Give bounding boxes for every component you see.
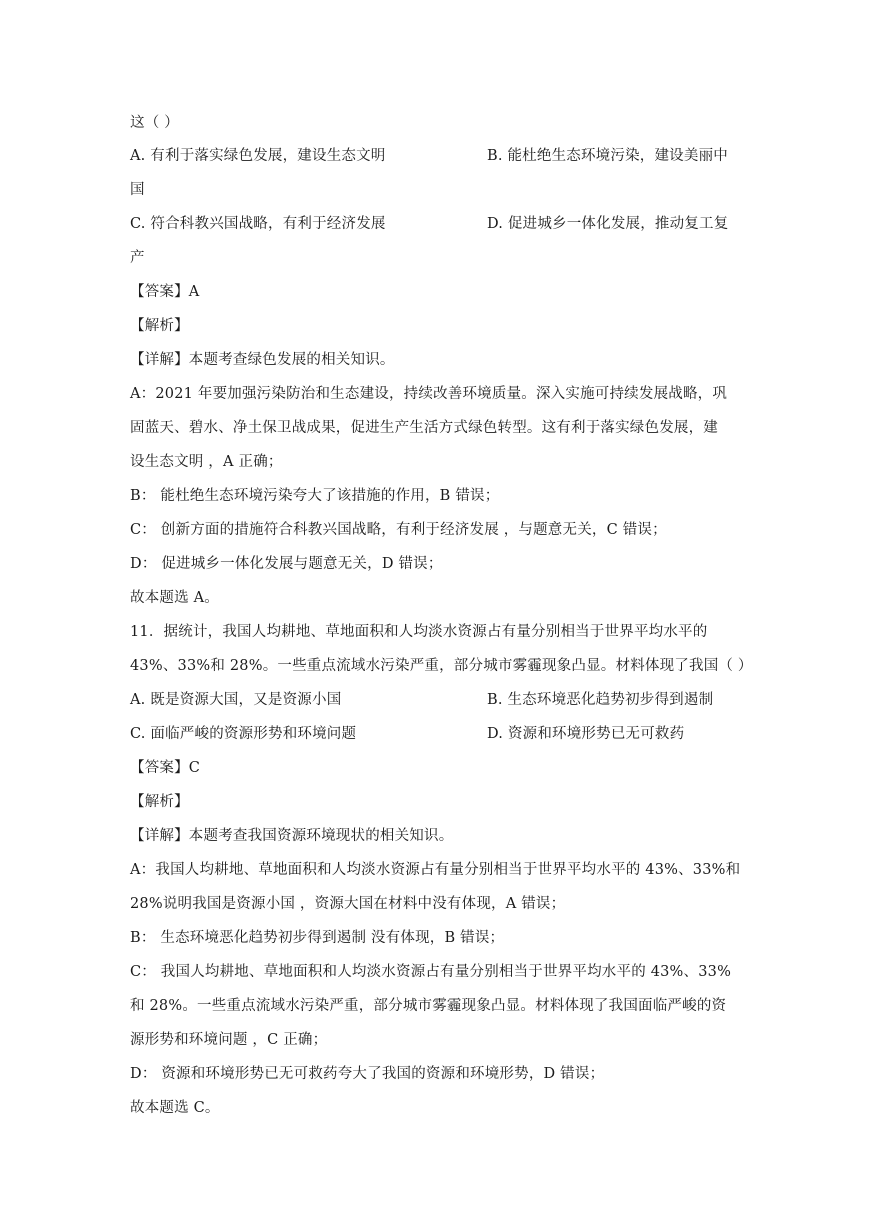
- q10-analysis-heading: 【解析】: [130, 318, 189, 334]
- q10-answer: 【答案】A: [130, 284, 200, 300]
- q10-detail: 【详解】本题考查绿色发展的相关知识。: [130, 352, 395, 368]
- q11-explanation-c-line2: 和 28%。一些重点流域水污染严重，部分城市雾霾现象凸显。材料体现了我国面临严峻的资: [130, 998, 727, 1014]
- q11-option-c: C. 面临严峻的资源形势和环境问题: [130, 726, 357, 742]
- q10-option-c: C. 符合科教兴国战略，有利于经济发展: [130, 216, 386, 232]
- q10-explanation-b: B： 能杜绝生态环境污染夸大了该措施的作用，B 错误；: [130, 488, 500, 504]
- q11-option-b: B. 生态环境恶化趋势初步得到遏制: [487, 692, 714, 708]
- q10-option-a: A. 有利于落实绿色发展，建设生态文明: [130, 148, 386, 164]
- q11-option-a: A. 既是资源大国，又是资源小国: [130, 692, 342, 708]
- q11-answer: 【答案】C: [130, 760, 201, 776]
- q11-option-d: D. 资源和环境形势已无可救药: [487, 726, 685, 742]
- q11-stem-line2: 43%、33%和 28%。一些重点流域水污染严重，部分城市雾霾现象凸显。材料体现了我国（ ）: [130, 658, 753, 674]
- q10-stem-tail: 这（ ）: [130, 115, 179, 131]
- q10-explanation-a-line1: A：2021 年要加强污染防治和生态建设，持续改善环境质量。深入实施可持续发展战略，巩: [130, 386, 728, 402]
- q11-analysis-heading: 【解析】: [130, 794, 189, 810]
- q10-option-d-wrap: 产: [130, 250, 145, 266]
- q11-explanation-c-line1: C： 我国人均耕地、草地面积和人均淡水资源占有量分别相当于世界平均水平的 43%、33%: [130, 964, 732, 980]
- q11-explanation-d: D： 资源和环境形势已无可救药夸大了我国的资源和环境形势，D 错误；: [130, 1066, 605, 1082]
- q10-explanation-a-line2: 固蓝天、碧水、净土保卫战成果，促进生产生活方式绿色转型。这有利于落实绿色发展，建: [130, 420, 718, 436]
- q10-option-b-wrap: 国: [130, 182, 145, 198]
- q11-detail: 【详解】本题考查我国资源环境现状的相关知识。: [130, 828, 454, 844]
- q10-option-b: B. 能杜绝生态环境污染，建设美丽中: [487, 148, 728, 164]
- q11-conclusion: 故本题选 C。: [130, 1100, 220, 1116]
- q10-conclusion: 故本题选 A。: [130, 590, 219, 606]
- q10-option-d: D. 促进城乡一体化发展，推动复工复: [487, 216, 729, 232]
- q10-explanation-c: C： 创新方面的措施符合科教兴国战略，有利于经济发展 ，与题意无关，C 错误；: [130, 522, 667, 538]
- q11-explanation-a-line1: A：我国人均耕地、草地面积和人均淡水资源占有量分别相当于世界平均水平的 43%、33%和: [130, 862, 741, 878]
- q10-explanation-d: D： 促进城乡一体化发展与题意无关，D 错误；: [130, 556, 443, 572]
- q10-explanation-a-line3: 设生态文明 ，A 正确；: [130, 454, 283, 470]
- q11-explanation-c-line3: 源形势和环境问题 ，C 正确；: [130, 1032, 328, 1048]
- q11-stem-line1: 11．据统计，我国人均耕地、草地面积和人均淡水资源占有量分别相当于世界平均水平的: [130, 624, 708, 640]
- q11-explanation-a-line2: 28%说明我国是资源小国 ，资源大国在材料中没有体现，A 错误；: [130, 896, 566, 912]
- q11-explanation-b: B： 生态环境恶化趋势初步得到遏制 没有体现，B 错误；: [130, 930, 505, 946]
